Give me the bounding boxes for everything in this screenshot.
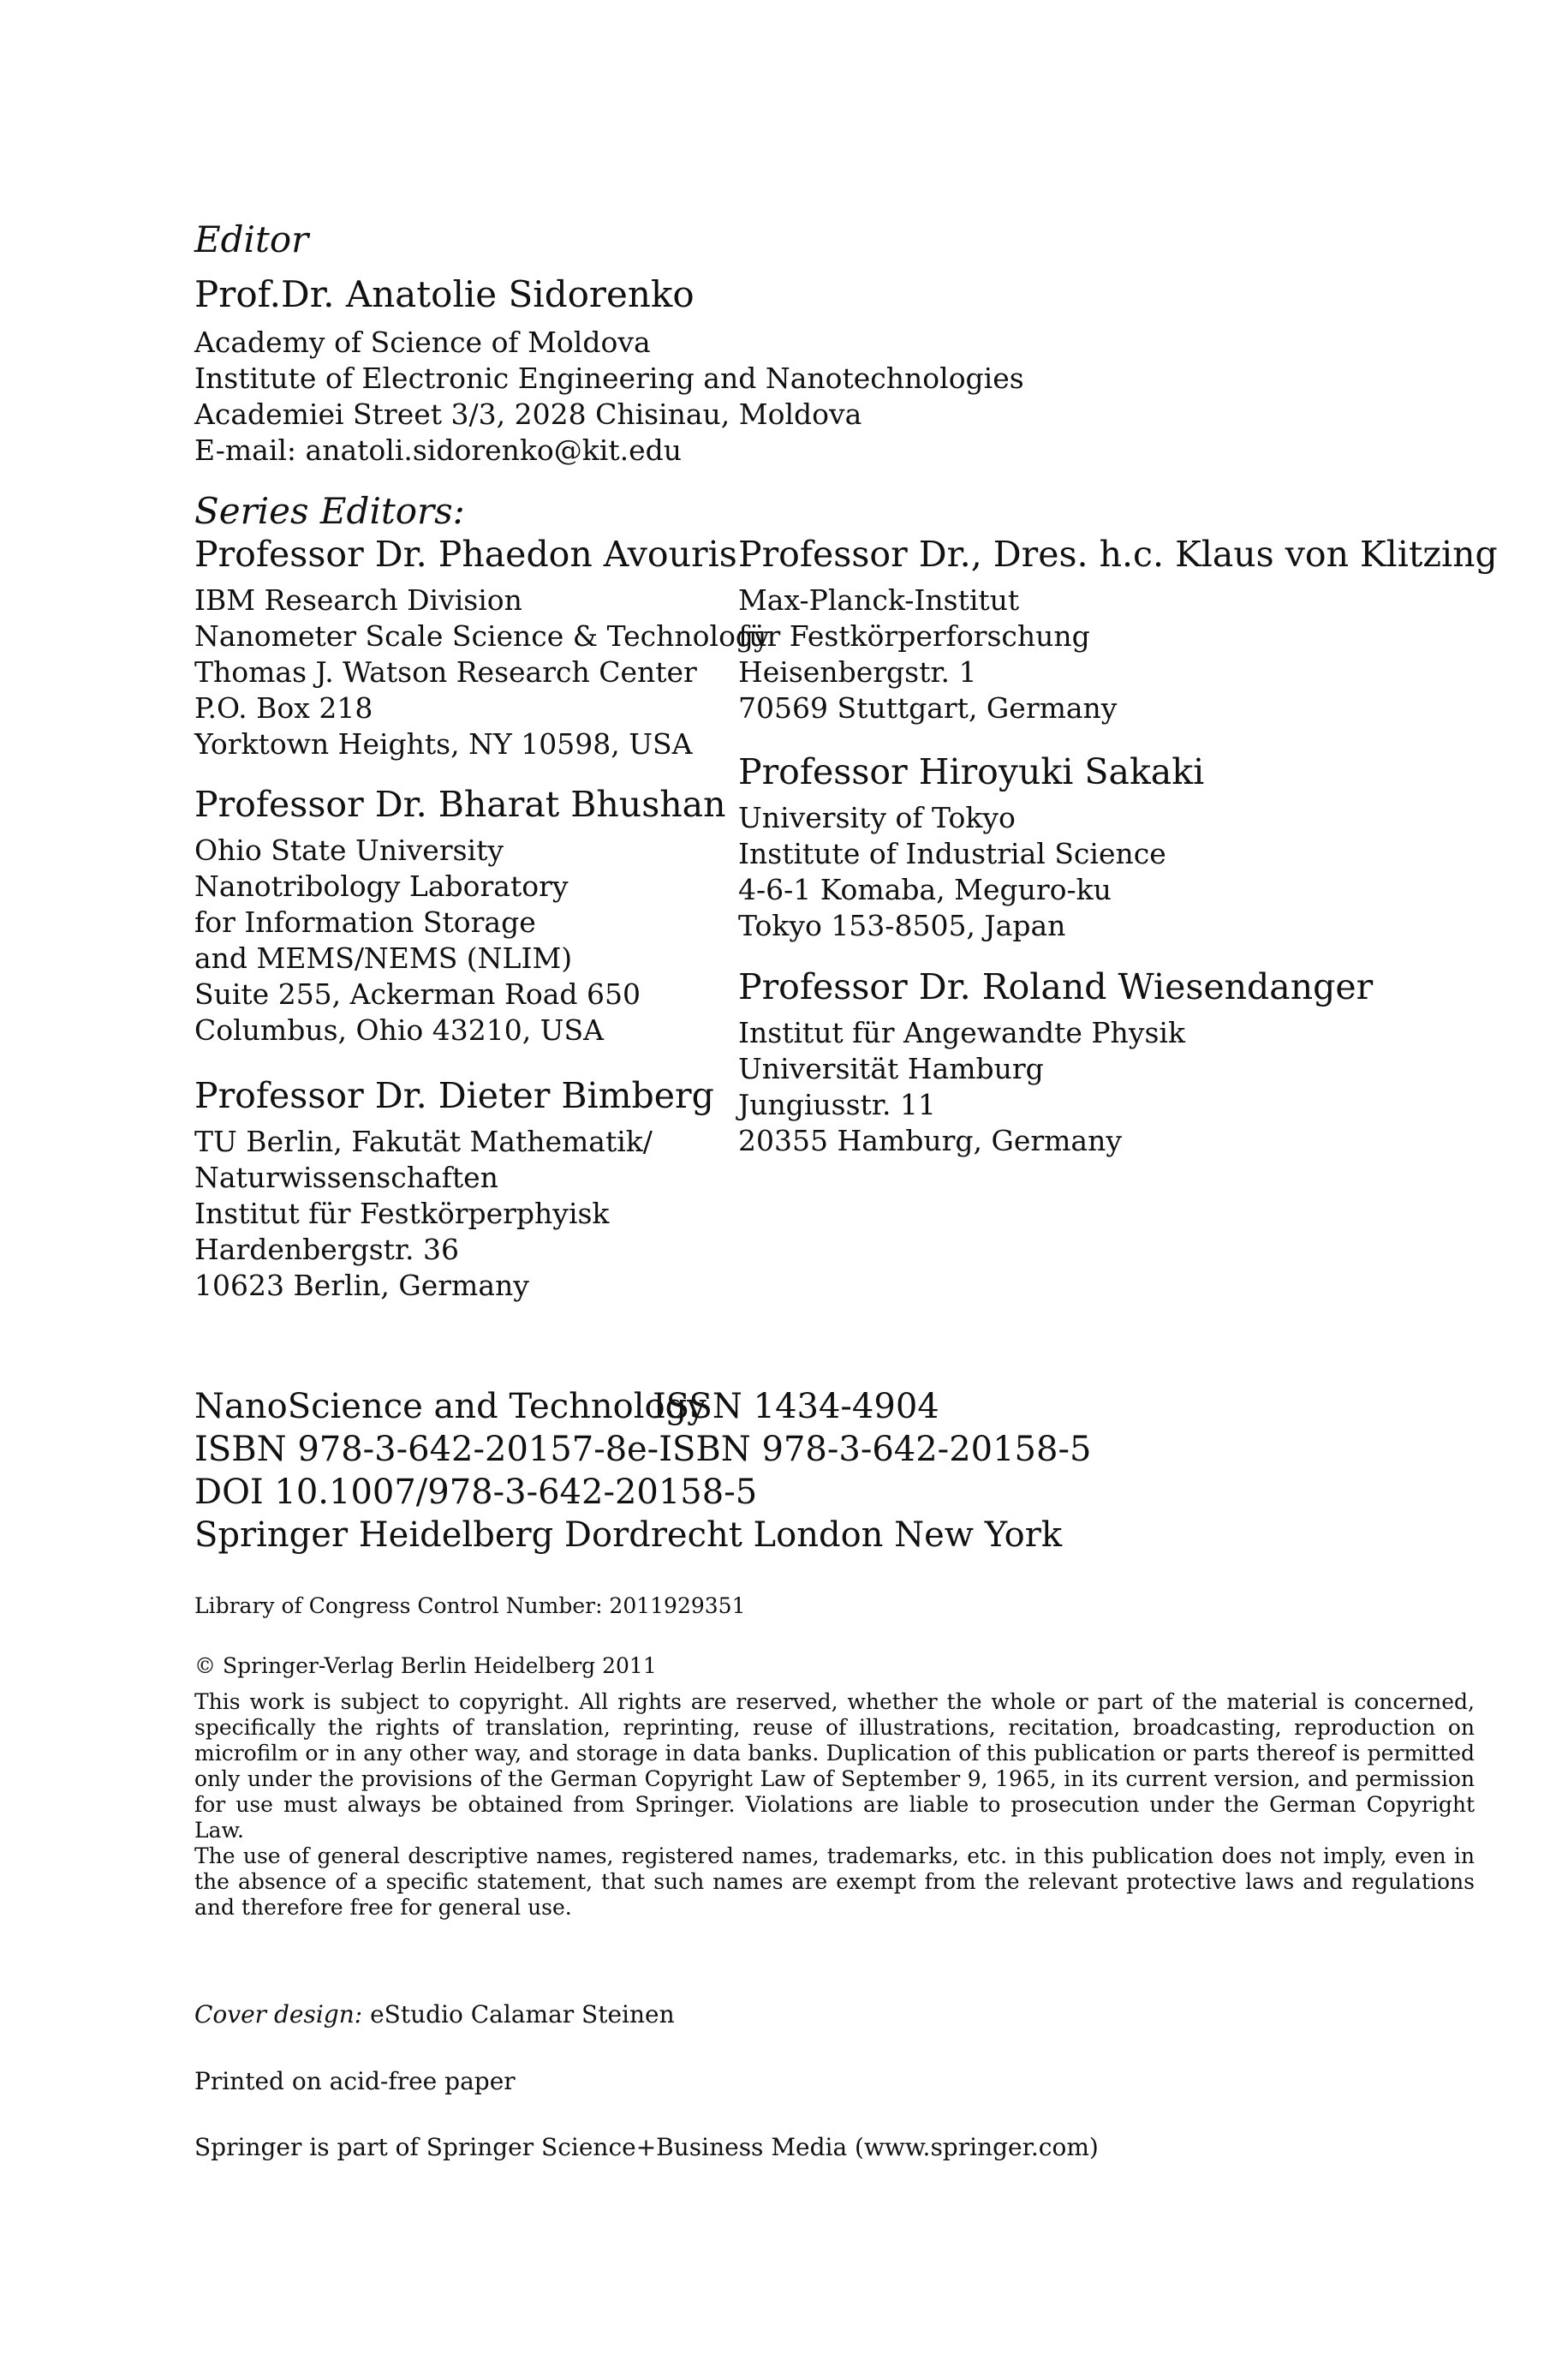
address-line: P.O. Box 218 bbox=[194, 691, 373, 726]
doi: DOI 10.1007/978-3-642-20158-5 bbox=[194, 1473, 758, 1512]
address-line: IBM Research Division bbox=[194, 583, 522, 618]
series-editor-sakaki bbox=[738, 751, 1204, 944]
legal-text bbox=[194, 1689, 1475, 1921]
editor-name: Professor Dr., Dres. h.c. Klaus von Klitzing bbox=[738, 534, 1498, 575]
eisbn: e-ISBN 978-3-642-20158-5 bbox=[627, 1430, 1092, 1469]
issn: ISSN 1434-4904 bbox=[653, 1387, 939, 1426]
isbn: ISBN 978-3-642-20157-8 bbox=[194, 1430, 628, 1469]
address-line: Suite 255, Ackerman Road 650 bbox=[194, 977, 641, 1012]
editor-address bbox=[738, 800, 1204, 944]
address-line: Naturwissenschaften bbox=[194, 1161, 498, 1195]
legal-paragraph-names: The use of general descriptive names, registered names, trademarks, etc. in this publication does not imply, even in the absence of a specific statement, that such names are exempt from the relevant protective laws and regulations and therefore free for general use. bbox=[194, 1843, 1475, 1920]
cover-design bbox=[194, 2000, 675, 2028]
address-line: Academy of Science of Moldova bbox=[194, 325, 651, 359]
series-editor-bimberg bbox=[194, 1075, 714, 1304]
series-editor-avouris bbox=[194, 534, 770, 762]
address-line: Max-Planck-Institut bbox=[738, 583, 1020, 618]
address-line: 20355 Hamburg, Germany bbox=[738, 1124, 1122, 1158]
editor-heading: Editor bbox=[194, 218, 309, 260]
address-line: Nanotribology Laboratory bbox=[194, 869, 569, 904]
address-line: Thomas J. Watson Research Center bbox=[194, 655, 697, 690]
series-editors-heading: Series Editors: bbox=[194, 490, 465, 532]
publisher: Springer Heidelberg Dordrecht London New York bbox=[194, 1515, 1063, 1555]
address-line: Academiei Street 3/3, 2028 Chisinau, Moldova bbox=[194, 397, 862, 431]
address-line: Columbus, Ohio 43210, USA bbox=[194, 1013, 604, 1048]
address-line: Institut für Angewandte Physik bbox=[738, 1016, 1185, 1050]
series-editor-von-klitzing bbox=[738, 534, 1498, 726]
address-line: E-mail: anatoli.sidorenko@kit.edu bbox=[194, 433, 682, 467]
editor-address bbox=[194, 583, 770, 762]
springer-part-note: Springer is part of Springer Science+Business Media (www.springer.com) bbox=[194, 2133, 1099, 2161]
editor-name: Professor Dr. Bharat Bhushan bbox=[194, 784, 726, 825]
address-line: and MEMS/NEMS (NLIM) bbox=[194, 941, 573, 976]
editor-address bbox=[738, 1015, 1373, 1159]
editor-block bbox=[194, 218, 1024, 469]
editor-name: Professor Dr. Phaedon Avouris bbox=[194, 534, 737, 575]
editor-name: Professor Dr. Dieter Bimberg bbox=[194, 1075, 714, 1116]
address-line: Institute of Industrial Science bbox=[738, 837, 1166, 871]
series-editor-wiesendanger bbox=[738, 966, 1373, 1159]
cover-design-label: Cover design: bbox=[194, 2000, 363, 2028]
loc-number: Library of Congress Control Number: 2011929351 bbox=[194, 1593, 746, 1618]
address-line: University of Tokyo bbox=[738, 801, 1016, 835]
address-line: 4-6-1 Komaba, Meguro-ku bbox=[738, 873, 1112, 907]
cover-design-value: eStudio Calamar Steinen bbox=[362, 2000, 675, 2028]
address-line: Universität Hamburg bbox=[738, 1052, 1044, 1086]
editor-name: Professor Dr. Roland Wiesendanger bbox=[738, 966, 1374, 1007]
address-line: for Information Storage bbox=[194, 905, 536, 940]
printed-note: Printed on acid-free paper bbox=[194, 2067, 516, 2095]
address-line: Jungiusstr. 11 bbox=[738, 1088, 936, 1122]
series-editor-bhushan bbox=[194, 784, 726, 1049]
copyright-line: © Springer-Verlag Berlin Heidelberg 2011 bbox=[194, 1653, 657, 1678]
editor-name: Prof.Dr. Anatolie Sidorenko bbox=[194, 273, 695, 315]
editor-address bbox=[194, 325, 1024, 469]
editor-address bbox=[194, 833, 726, 1049]
address-line: Nanometer Scale Science & Technology bbox=[194, 619, 770, 654]
address-line: Hardenbergstr. 36 bbox=[194, 1233, 460, 1267]
series-title: NanoScience and Technology bbox=[194, 1387, 706, 1426]
address-line: Institut für Festkörperphyisk bbox=[194, 1197, 610, 1231]
address-line: 10623 Berlin, Germany bbox=[194, 1269, 529, 1303]
editor-address bbox=[194, 1124, 714, 1304]
editor-name: Professor Hiroyuki Sakaki bbox=[738, 751, 1205, 792]
address-line: 70569 Stuttgart, Germany bbox=[738, 691, 1118, 726]
address-line: Heisenbergstr. 1 bbox=[738, 655, 977, 690]
address-line: Yorktown Heights, NY 10598, USA bbox=[194, 727, 693, 762]
address-line: für Festkörperforschung bbox=[738, 619, 1090, 654]
address-line: TU Berlin, Fakutät Mathematik/ bbox=[194, 1125, 653, 1159]
legal-paragraph-rights: This work is subject to copyright. All rights are reserved, whether the whole or part of the material is concerned, specifically the rights of translation, reprinting, reuse of illustrations, recitation, broadcasting, reproduction on microfilm or in any other way, and storage in data banks. Duplication of this publication or parts thereof is permitted only under the provisions of the German Copyright Law of September 9, 1965, in its current version, and permission for use must always be obtained from Springer. Violations are liable to prosecution under the German Copyright Law. bbox=[194, 1689, 1475, 1843]
address-line: Tokyo 153-8505, Japan bbox=[738, 909, 1066, 943]
address-line: Institute of Electronic Engineering and Nanotechnologies bbox=[194, 361, 1024, 395]
address-line: Ohio State University bbox=[194, 833, 504, 868]
editor-address bbox=[738, 583, 1498, 726]
publication-info bbox=[194, 1385, 1091, 1556]
